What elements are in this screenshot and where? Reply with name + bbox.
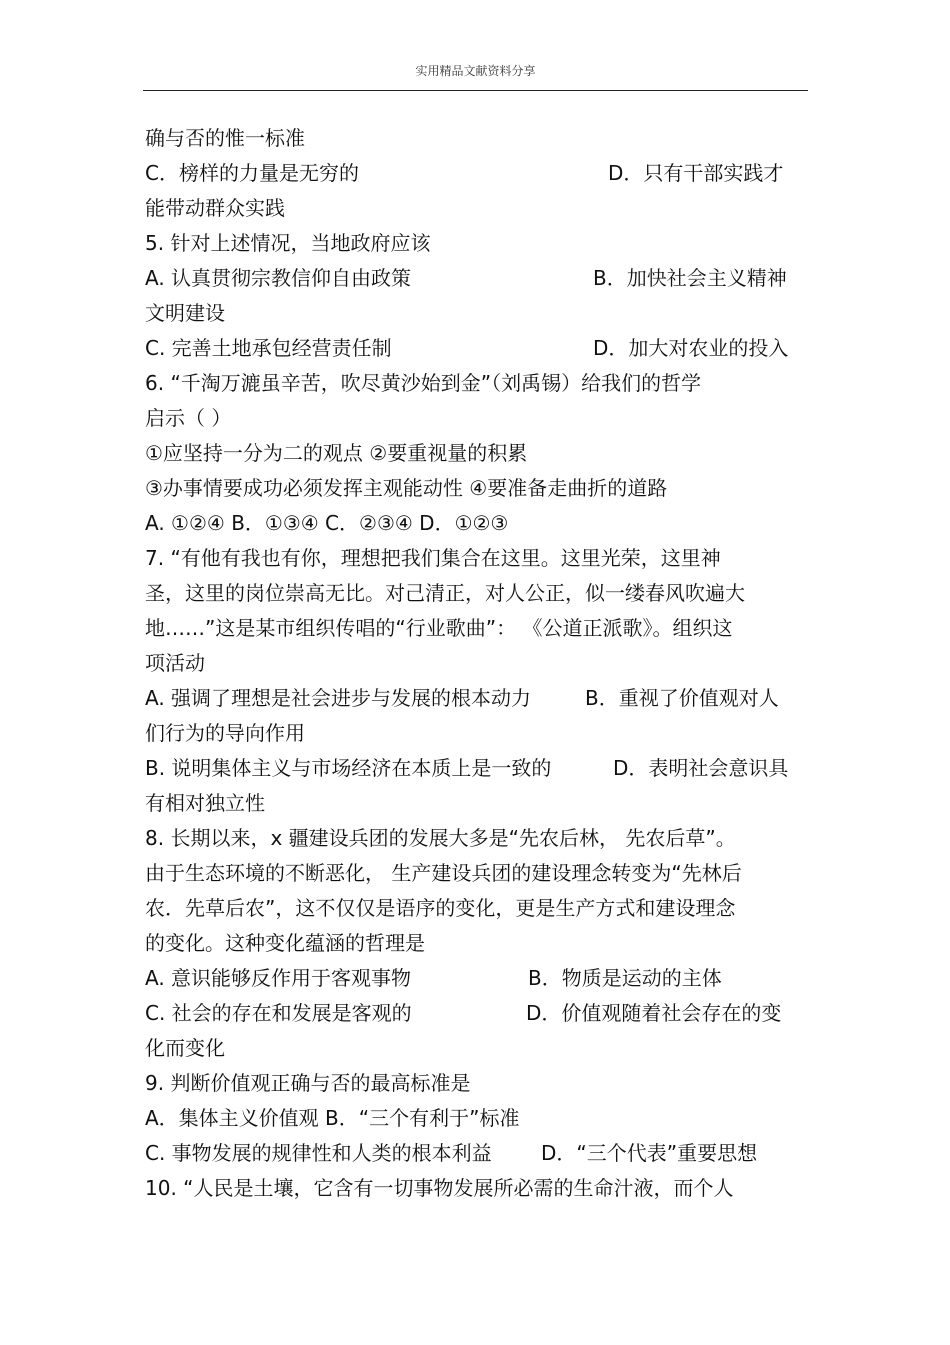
option-d: D．表明社会意识具 [613,756,789,780]
option-b: B. 说明集体主义与市场经济在本质上是一致的 [145,756,552,780]
option-b: B．重视了价值观对人 [585,686,779,710]
text-line [145,194,810,229]
option-a: A. 强调了理想是社会进步与发展的根本动力 [145,686,532,710]
line-text: 10. “人民是土壤，它含有一切事物发展所必需的生命汁液，而个人 [145,1176,734,1200]
question-5 [145,229,810,264]
line-text: 启示（ ） [145,406,232,430]
line-text: 9. 判断价值观正确与否的最高标准是 [145,1071,471,1095]
line-text: 确与否的惟一标准 [145,126,305,150]
line-text: 6. “千淘万漉虽辛苦，吹尽黄沙始到金”（刘禹锡）给我们的哲学 [145,371,702,395]
text-line [145,649,810,684]
header-rule [143,90,808,91]
line-text: C．榜样的力量是无穷的 [145,161,359,185]
line-text: 圣，这里的岗位崇高无比。对己清正，对人公正，似一缕春风吹遍大 [145,581,745,605]
text-line [145,964,810,999]
text-line [145,999,810,1034]
text-line [145,1034,810,1069]
line-text: 的变化。这种变化蕴涵的哲理是 [145,931,425,955]
question-8 [145,824,810,859]
question-7 [145,544,810,579]
text-line [145,789,810,824]
line-text: 能带动群众实践 [145,196,285,220]
option-a: A. 认真贯彻宗教信仰自由政策 [145,266,412,290]
question-9 [145,1069,810,1104]
question-10 [145,1174,810,1209]
text-line [145,859,810,894]
text-line [145,159,810,194]
option-c: C. 事物发展的规律性和人类的根本利益 [145,1141,492,1165]
option-d: D．“三个代表”重要思想 [541,1141,758,1165]
text-line [145,754,810,789]
line-text: ③办事情要成功必须发挥主观能动性 ④要准备走曲折的道路 [145,476,668,500]
text-line [145,614,810,649]
text-line [145,579,810,614]
line-text: 项活动 [145,651,205,675]
option-a: A. 意识能够反作用于客观事物 [145,966,412,990]
text-line [145,124,810,159]
text-line [145,894,810,929]
option-d: D．价值观随着社会存在的变 [526,1001,782,1025]
line-text: 由于生态环境的不断恶化， 生产建设兵团的建设理念转变为“先林后 [145,861,742,885]
text-line [145,1139,810,1174]
text-line [145,264,810,299]
line-text: 8. 长期以来，x 疆建设兵团的发展大多是“先农后林， 先农后草”。 [145,826,736,850]
text-line [145,684,810,719]
line-text: 地……”这是某市组织传唱的“行业歌曲”： 《公道正派歌》。组织这 [145,616,733,640]
text-line [145,1104,810,1139]
text-line [145,299,810,334]
line-text: A. ①②④ B．①③④ C．②③④ D．①②③ [145,511,509,535]
option-c: C. 完善土地承包经营责任制 [145,336,392,360]
line-text: 7. “有他有我也有你，理想把我们集合在这里。这里光荣，这里神 [145,546,721,570]
answer-options [145,509,810,544]
line-text: 化而变化 [145,1036,225,1060]
text-line [145,719,810,754]
text-line [145,334,810,369]
option-d: D．加大对农业的投入 [593,336,789,360]
option-c: C. 社会的存在和发展是客观的 [145,1001,412,1025]
line-text: 5. 针对上述情况，当地政府应该 [145,231,431,255]
text-line [145,404,810,439]
line-text: 们行为的导向作用 [145,721,305,745]
text-line [145,439,810,474]
line-text: ①应坚持一分为二的观点 ②要重视量的积累 [145,441,528,465]
text-line [145,929,810,964]
line-text: 有相对独立性 [145,791,265,815]
line-text: 文明建设 [145,301,225,325]
text-line [145,474,810,509]
document-body [145,124,810,1209]
page-header: 实用精品文献资料分享 [415,64,536,78]
line-text: A．集体主义价值观 B．“三个有利于”标准 [145,1106,520,1130]
option-d: D．只有干部实践才 [608,161,784,185]
question-6 [145,369,810,404]
option-b: B．加快社会主义精神 [593,266,787,290]
line-text: 农．先草后农”，这不仅仅是语序的变化，更是生产方式和建设理念 [145,896,736,920]
option-b: B．物质是运动的主体 [528,966,722,990]
